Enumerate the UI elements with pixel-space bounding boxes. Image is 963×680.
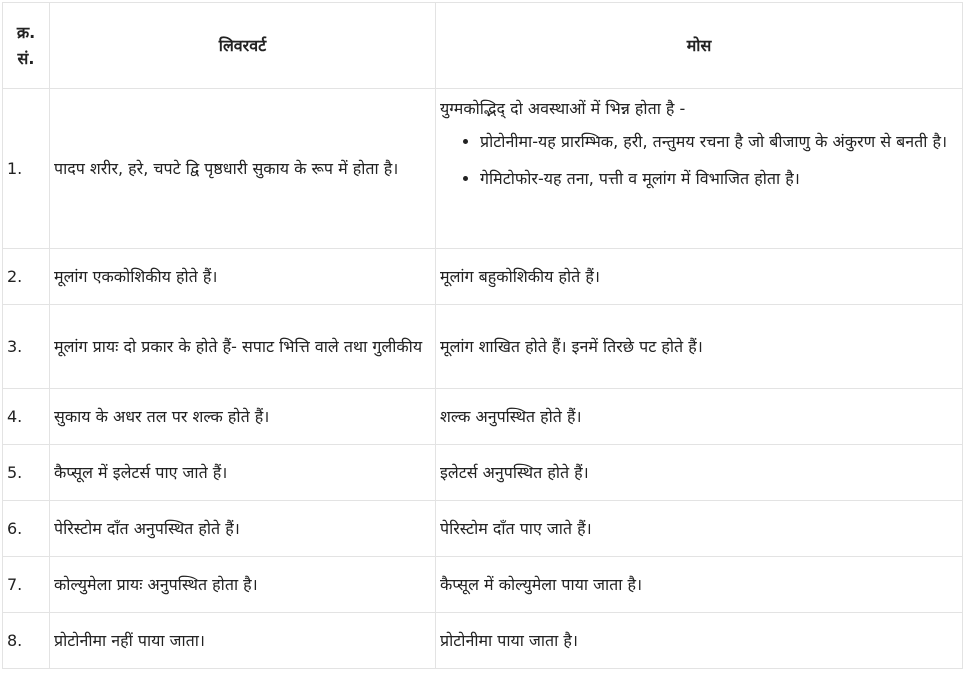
moss-cell xyxy=(436,89,963,249)
table-row xyxy=(3,389,963,445)
moss-cell: मूलांग बहुकोशिकीय होते हैं। xyxy=(436,249,963,305)
serial-cell: 4. xyxy=(3,389,50,445)
table-row xyxy=(3,613,963,669)
table-row xyxy=(3,89,963,249)
moss-cell: कैप्सूल में कोल्युमेला पाया जाता है। xyxy=(436,557,963,613)
moss-cell: मूलांग शाखित होते हैं। इनमें तिरछे पट होते हैं। xyxy=(436,305,963,389)
header-liverwort: लिवरवर्ट xyxy=(50,3,436,89)
moss-cell: पेरिस्टोम दाँत पाए जाते हैं। xyxy=(436,501,963,557)
header-serial: क्र. सं. xyxy=(3,3,50,89)
serial-cell: 1. xyxy=(3,89,50,249)
moss-cell: प्रोटोनीमा पाया जाता है। xyxy=(436,613,963,669)
serial-cell: 8. xyxy=(3,613,50,669)
moss-points-list xyxy=(440,123,958,197)
moss-cell: शल्क अनुपस्थित होते हैं। xyxy=(436,389,963,445)
table-row xyxy=(3,445,963,501)
serial-cell: 3. xyxy=(3,305,50,389)
moss-cell: इलेटर्स अनुपस्थित होते हैं। xyxy=(436,445,963,501)
table-row xyxy=(3,501,963,557)
table-row xyxy=(3,249,963,305)
liverwort-cell: मूलांग प्रायः दो प्रकार के होते हैं- सपाट भित्ति वाले तथा गुलीकीय xyxy=(50,305,436,389)
liverwort-cell: सुकाय के अधर तल पर शल्क होते हैं। xyxy=(50,389,436,445)
liverwort-cell: प्रोटोनीमा नहीं पाया जाता। xyxy=(50,613,436,669)
header-row xyxy=(3,3,963,89)
list-item: • गेमिटोफोर-यह तना, पत्ती व मूलांग में विभाजित होता है। xyxy=(480,160,958,197)
list-item: • प्रोटोनीमा-यह प्रारम्भिक, हरी, तन्तुमय रचना है जो बीजाणु के अंकुरण से बनती है। xyxy=(480,123,958,160)
serial-cell: 6. xyxy=(3,501,50,557)
table-row xyxy=(3,557,963,613)
liverwort-cell: मूलांग एककोशिकीय होते हैं। xyxy=(50,249,436,305)
header-moss: मोस xyxy=(436,3,963,89)
serial-cell: 7. xyxy=(3,557,50,613)
liverwort-cell: कैप्सूल में इलेटर्स पाए जाते हैं। xyxy=(50,445,436,501)
serial-cell: 2. xyxy=(3,249,50,305)
liverwort-cell: कोल्युमेला प्रायः अनुपस्थित होता है। xyxy=(50,557,436,613)
liverwort-cell: पादप शरीर, हरे, चपटे द्वि पृष्ठधारी सुकाय के रूप में होता है। xyxy=(50,89,436,249)
moss-intro: युग्मकोद्भिद् दो अवस्थाओं में भिन्न होता है - xyxy=(440,99,686,118)
table-row xyxy=(3,305,963,389)
comparison-table xyxy=(2,2,963,669)
serial-cell: 5. xyxy=(3,445,50,501)
liverwort-cell: पेरिस्टोम दाँत अनुपस्थित होते हैं। xyxy=(50,501,436,557)
